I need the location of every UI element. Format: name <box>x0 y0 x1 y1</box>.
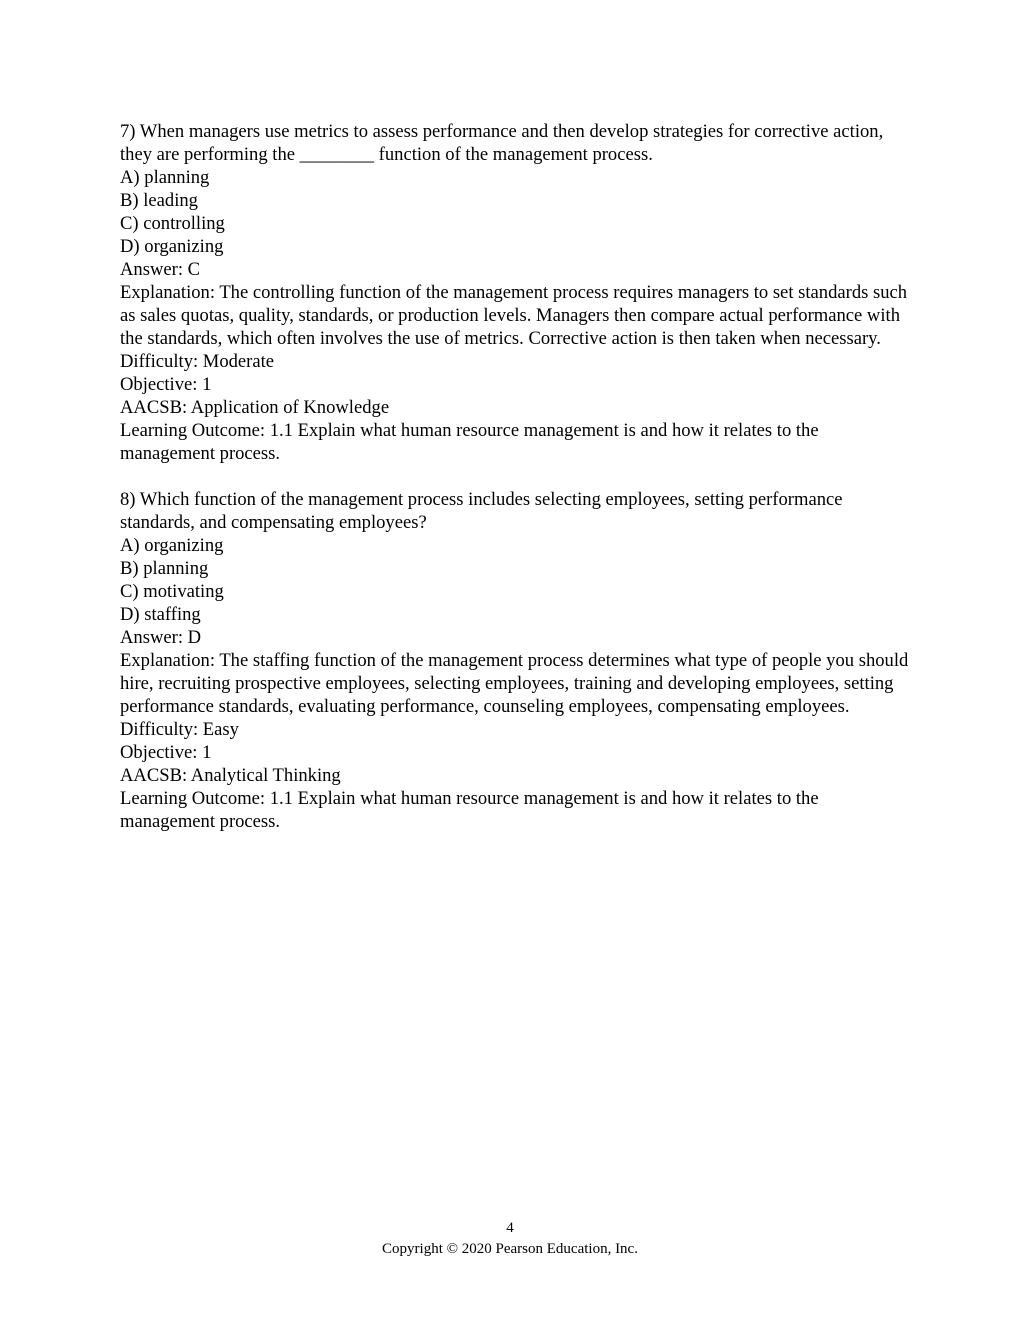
explanation: Explanation: The staffing function of the management process determines what type of people you should hire, recruiting prospective employees, selecting employees, training and developing employees, setting performance standards, evaluating performance, counseling employees, compensating employees. <box>120 650 909 717</box>
objective: Objective: 1 <box>120 374 212 395</box>
aacsb: AACSB: Analytical Thinking <box>120 765 341 786</box>
question-8 <box>120 488 910 833</box>
page-number: 4 <box>506 1220 514 1236</box>
option-d: D) staffing <box>120 604 201 625</box>
difficulty: Difficulty: Moderate <box>120 351 275 372</box>
learning-outcome: Learning Outcome: 1.1 Explain what human resource management is and how it relates to the management process. <box>120 420 819 464</box>
option-a: A) planning <box>120 167 210 188</box>
question-stem: 8) Which function of the management process includes selecting employees, setting performance standards, and compensating employees? <box>120 489 843 533</box>
option-b: B) leading <box>120 190 198 211</box>
objective: Objective: 1 <box>120 742 212 763</box>
option-c: C) controlling <box>120 213 225 234</box>
option-c: C) motivating <box>120 581 224 602</box>
question-list <box>120 120 910 856</box>
option-a: A) organizing <box>120 535 224 556</box>
question-7 <box>120 120 910 465</box>
option-b: B) planning <box>120 558 209 579</box>
option-d: D) organizing <box>120 236 224 257</box>
copyright-notice: Copyright © 2020 Pearson Education, Inc. <box>382 1241 638 1257</box>
question-stem: 7) When managers use metrics to assess performance and then develop strategies for corrective action, they are performing the ________ function of the management process. <box>120 121 884 165</box>
answer: Answer: D <box>120 627 202 648</box>
explanation: Explanation: The controlling function of the management process requires managers to set standards such as sales quotas, quality, standards, or production levels. Managers then compare actual performance with the standards, which often involves the use of metrics. Corrective action is then taken when necessary. <box>120 282 908 349</box>
answer: Answer: C <box>120 259 201 280</box>
difficulty: Difficulty: Easy <box>120 719 239 740</box>
aacsb: AACSB: Application of Knowledge <box>120 397 390 418</box>
learning-outcome: Learning Outcome: 1.1 Explain what human resource management is and how it relates to the management process. <box>120 788 819 832</box>
